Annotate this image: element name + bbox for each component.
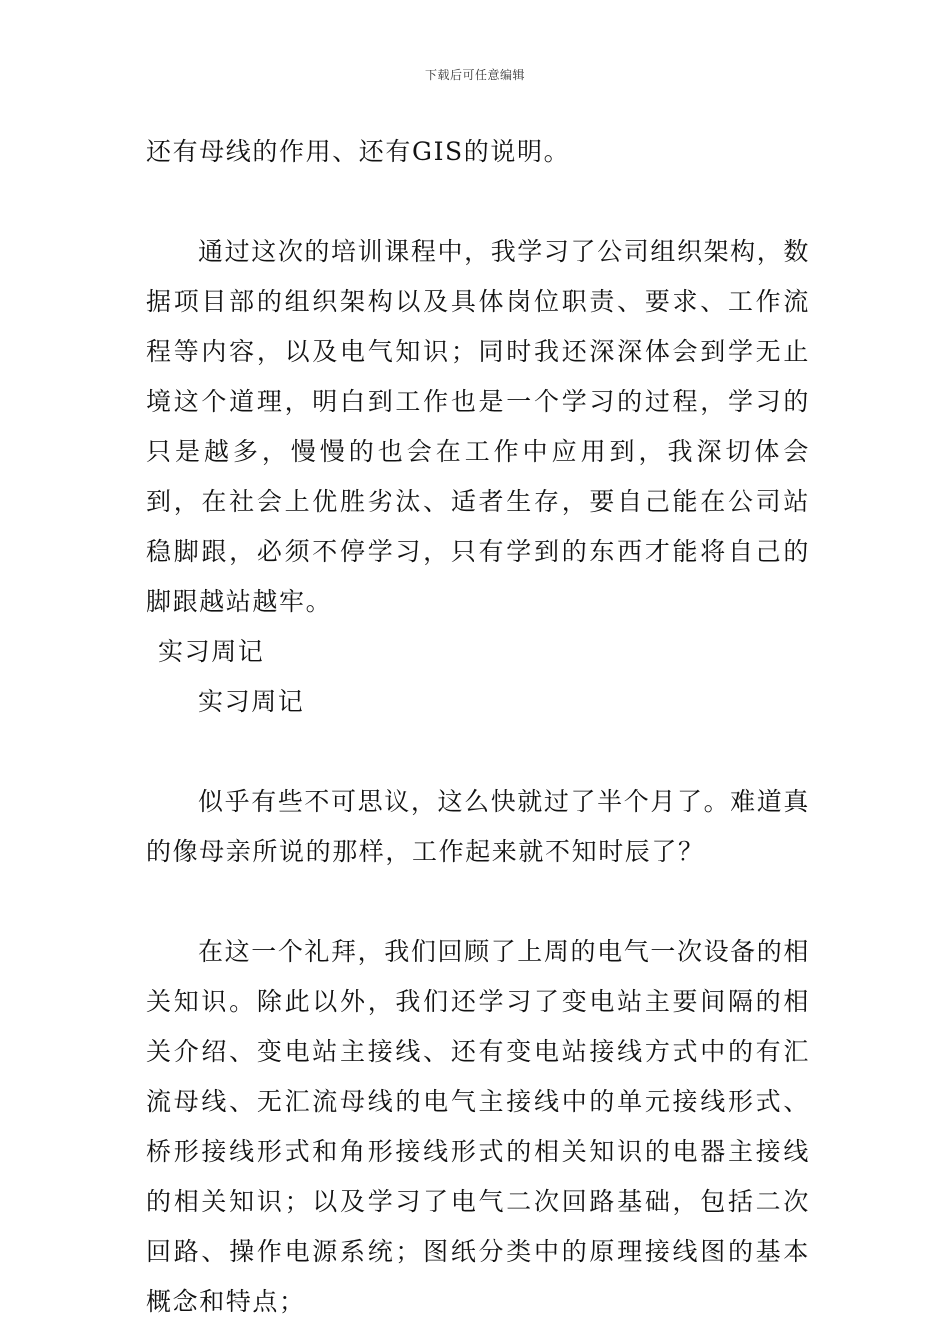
paragraph-continuation: 还有母线的作用、还有GIS的说明。 <box>146 137 571 166</box>
paragraph-weekly-study: 在这一个礼拜，我们回顾了上周的电气一次设备的相关知识。除此以外，我们还学习了变电站主要间隔的相关介绍、变电站主接线、还有变电站接线方式中的有汇流母线、无汇流母线的电气主接线中的单元接线形式、桥形接线形式和角形接线形式的相关知识的电器主接线的相关知识；以及学习了电气二次回路基础，包括二次回路、操作电源系统；图纸分类中的原理接线图的基本概念和特点； <box>146 937 810 1316</box>
paragraph-training-summary: 通过这次的培训课程中，我学习了公司组织架构，数据项目部的组织架构以及具体岗位职责、要求、工作流程等内容，以及电气知识；同时我还深深体会到学无止境这个道理，明白到工作也是一个学习的过程，学习的只是越多，慢慢的也会在工作中应用到，我深切体会到，在社会上优胜劣汰、适者生存，要自己能在公司站稳脚跟，必须不停学习，只有学到的东西才能将自己的脚跟越站越牢。 <box>146 237 810 616</box>
paragraph-gap <box>146 877 810 927</box>
section-heading: 实习周记 <box>158 637 265 666</box>
section-subheading: 实习周记 <box>198 687 305 716</box>
header-note: 下载后可任意编辑 <box>424 68 525 82</box>
paragraph-gap <box>146 177 810 227</box>
paragraph-half-month: 似乎有些不可思议，这么快就过了半个月了。难道真的像母亲所说的那样，工作起来就不知时辰了？ <box>146 787 810 866</box>
paragraph-gap <box>146 727 810 777</box>
document-body <box>146 127 810 1327</box>
